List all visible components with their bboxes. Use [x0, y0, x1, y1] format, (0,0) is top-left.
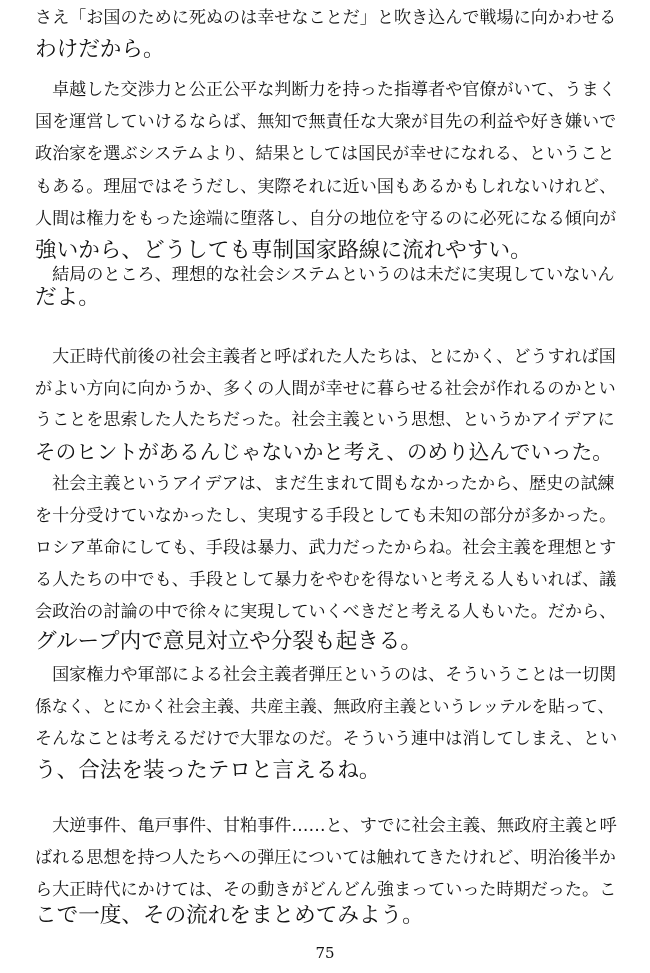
- body-text-line: ら大正時代にかけては、その動きがどんどん強まっていった時期だった。こ: [35, 880, 617, 900]
- body-text-line: がよい方向に向かうか、多くの人間が幸せに暮らせる社会が作れるのかとい: [35, 379, 616, 399]
- body-text-line: 国家権力や軍部による社会主義者弾圧というのは、そういうことは一切関: [35, 665, 617, 685]
- body-text-line: こで一度、その流れをまとめてみよう。: [35, 903, 424, 928]
- body-text-line: 強いから、どうしても専制国家路線に流れやすい。: [35, 238, 532, 263]
- body-text-line: る人たちの中でも、手段として暴力をやむを得ないと考える人もいれば、議: [35, 570, 617, 590]
- body-text-line: 人間は権力をもった途端に堕落し、自分の地位を守るのに必死になる傾向が: [35, 209, 617, 229]
- body-text-line: 結局のところ、理想的な社会システムというのは未だに実現していないん: [35, 265, 615, 285]
- body-text-line: 卓越した交渉力と公正公平な判断力を持った指導者や官僚がいて、うまく: [35, 80, 616, 100]
- body-text-line: 会政治の討論の中で徐々に実現していくべきだと考える人もいた。だから、: [35, 602, 617, 622]
- body-text-line: 社会主義というアイデアは、まだ生まれて間もなかったから、歴史の試練: [35, 474, 615, 494]
- body-text-line: うことを思索した人たちだった。社会主義という思想、というかアイデアに: [35, 410, 615, 430]
- body-text-line: 係なく、とにかく社会主義、共産主義、無政府主義というレッテルを貼って、: [35, 697, 615, 716]
- body-text-line: ばれる思想を持つ人たちへの弾圧については触れてきたけれど、明治後半か: [35, 848, 616, 868]
- body-text-line: わけだから。: [35, 37, 165, 62]
- page-number: 75: [315, 944, 335, 962]
- body-text-line: 国を運営していけるならば、無知で無責任な大衆が目先の利益や好き嫌いで: [35, 112, 617, 132]
- body-text-line: もある。理屈ではそうだし、実際それに近い国もあるかもしれないけれど、: [35, 177, 617, 197]
- body-text-line: だよ。: [35, 285, 100, 310]
- body-text-line: そんなことは考えるだけで大罪なのだ。そういう連中は消してしまえ、とい: [35, 729, 618, 749]
- body-text-line: を十分受けていなかったし、実現する手段としても未知の部分が多かった。: [35, 506, 617, 526]
- body-text-line: 政治家を選ぶシステムより、結果としては国民が幸せになれる、ということ: [35, 144, 615, 164]
- body-text-line: 大逆事件、亀戸事件、甘粕事件……と、すでに社会主義、無政府主義と呼: [35, 816, 617, 836]
- body-text-line: う、合法を装ったテロと言えるね。: [35, 758, 381, 783]
- body-text-line: グループ内で意見対立や分裂も起きる。: [35, 629, 422, 654]
- body-text-line: さえ「お国のために死ぬのは幸せなことだ」と吹き込んで戦場に向かわせる: [35, 8, 617, 28]
- body-text-line: ロシア革命にしても、手段は暴力、武力だったからね。社会主義を理想とす: [35, 538, 617, 558]
- body-text-line: そのヒントがあるんじゃないかと考え、のめり込んでいった。: [35, 440, 613, 464]
- body-text-line: 大正時代前後の社会主義者と呼ばれた人たちは、とにかく、どうすれば国: [35, 347, 616, 367]
